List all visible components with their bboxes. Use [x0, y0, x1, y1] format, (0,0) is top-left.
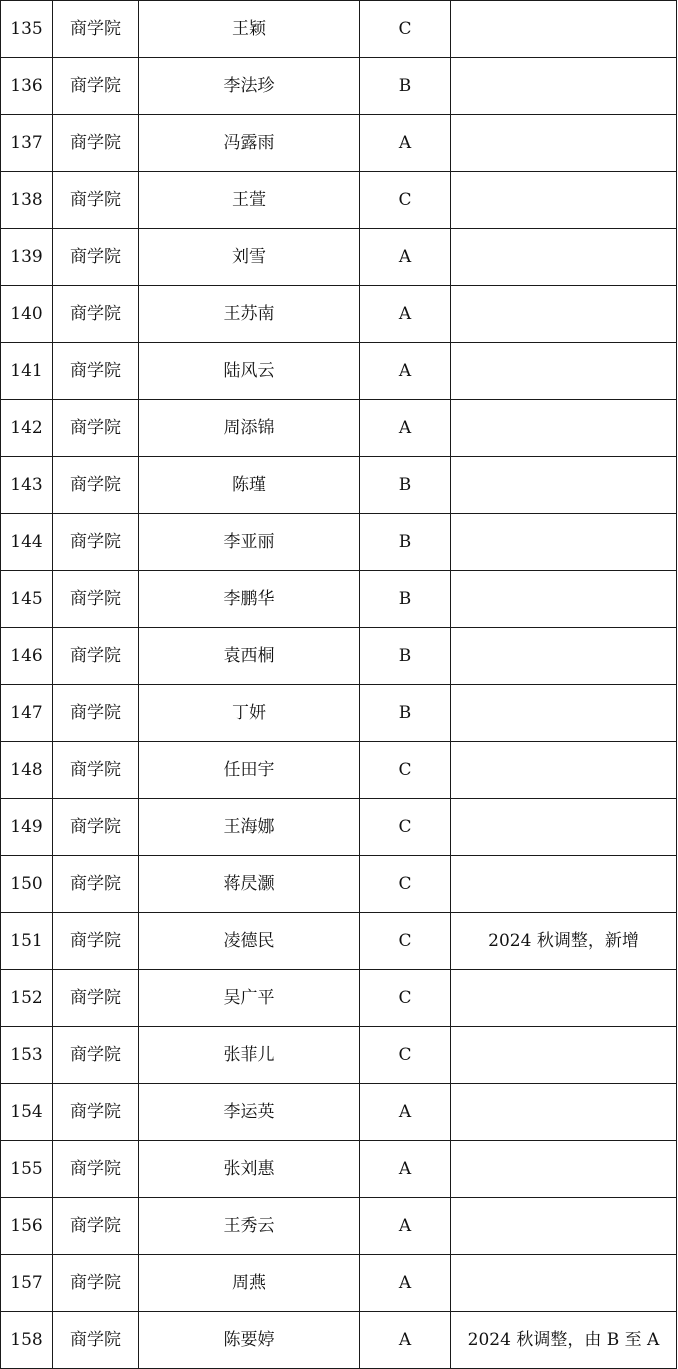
- college-cell: 商学院: [53, 913, 139, 970]
- person-name-cell: 任田宇: [139, 742, 360, 799]
- table-row: [1, 343, 677, 400]
- row-number-cell: 154: [1, 1084, 53, 1141]
- table-row: [1, 58, 677, 115]
- college-cell: 商学院: [53, 343, 139, 400]
- table-row: [1, 799, 677, 856]
- row-number-cell: 137: [1, 115, 53, 172]
- college-cell: 商学院: [53, 1198, 139, 1255]
- grade-cell: C: [360, 1, 451, 58]
- note-cell: [451, 514, 677, 571]
- person-name-cell: 冯露雨: [139, 115, 360, 172]
- grade-cell: B: [360, 685, 451, 742]
- row-number-cell: 148: [1, 742, 53, 799]
- table-row: [1, 913, 677, 970]
- note-cell: [451, 970, 677, 1027]
- person-name-cell: 王颖: [139, 1, 360, 58]
- row-number-cell: 158: [1, 1312, 53, 1369]
- grade-cell: C: [360, 913, 451, 970]
- note-cell: [451, 571, 677, 628]
- person-name-cell: 李亚丽: [139, 514, 360, 571]
- table-row: [1, 229, 677, 286]
- note-cell: [451, 457, 677, 514]
- table-row: [1, 1312, 677, 1369]
- college-cell: 商学院: [53, 1027, 139, 1084]
- note-cell: [451, 172, 677, 229]
- person-name-cell: 王萱: [139, 172, 360, 229]
- grade-cell: A: [360, 1084, 451, 1141]
- note-cell: [451, 58, 677, 115]
- grade-cell: C: [360, 856, 451, 913]
- row-number-cell: 144: [1, 514, 53, 571]
- college-cell: 商学院: [53, 457, 139, 514]
- table-row: [1, 286, 677, 343]
- note-cell: [451, 685, 677, 742]
- row-number-cell: 143: [1, 457, 53, 514]
- person-name-cell: 蒋昃灏: [139, 856, 360, 913]
- row-number-cell: 151: [1, 913, 53, 970]
- college-cell: 商学院: [53, 1255, 139, 1312]
- grade-cell: A: [360, 115, 451, 172]
- person-name-cell: 李鹏华: [139, 571, 360, 628]
- college-cell: 商学院: [53, 229, 139, 286]
- grade-cell: C: [360, 172, 451, 229]
- college-cell: 商学院: [53, 799, 139, 856]
- row-number-cell: 141: [1, 343, 53, 400]
- row-number-cell: 153: [1, 1027, 53, 1084]
- college-cell: 商学院: [53, 856, 139, 913]
- grade-cell: B: [360, 514, 451, 571]
- note-cell: [451, 628, 677, 685]
- grade-cell: A: [360, 1255, 451, 1312]
- note-cell: [451, 1027, 677, 1084]
- grade-cell: B: [360, 571, 451, 628]
- person-name-cell: 李运英: [139, 1084, 360, 1141]
- table-row: [1, 172, 677, 229]
- college-cell: 商学院: [53, 970, 139, 1027]
- note-cell: [451, 1198, 677, 1255]
- note-cell: [451, 1, 677, 58]
- note-cell: [451, 1255, 677, 1312]
- row-number-cell: 149: [1, 799, 53, 856]
- note-cell: 2024 秋调整，新增: [451, 913, 677, 970]
- row-number-cell: 140: [1, 286, 53, 343]
- college-cell: 商学院: [53, 571, 139, 628]
- row-number-cell: 152: [1, 970, 53, 1027]
- grade-cell: B: [360, 628, 451, 685]
- person-name-cell: 王海娜: [139, 799, 360, 856]
- grade-cell: A: [360, 343, 451, 400]
- grade-cell: C: [360, 1027, 451, 1084]
- grade-cell: A: [360, 1312, 451, 1369]
- table-row: [1, 1, 677, 58]
- person-name-cell: 李法珍: [139, 58, 360, 115]
- person-name-cell: 张菲儿: [139, 1027, 360, 1084]
- row-number-cell: 138: [1, 172, 53, 229]
- note-cell: 2024 秋调整，由 B 至 A: [451, 1312, 677, 1369]
- table-row: [1, 856, 677, 913]
- grade-cell: B: [360, 457, 451, 514]
- table-row: [1, 571, 677, 628]
- college-cell: 商学院: [53, 1312, 139, 1369]
- row-number-cell: 145: [1, 571, 53, 628]
- person-name-cell: 王苏南: [139, 286, 360, 343]
- person-name-cell: 吴广平: [139, 970, 360, 1027]
- person-name-cell: 王秀云: [139, 1198, 360, 1255]
- row-number-cell: 155: [1, 1141, 53, 1198]
- table-row: [1, 514, 677, 571]
- person-name-cell: 周添锦: [139, 400, 360, 457]
- college-cell: 商学院: [53, 115, 139, 172]
- note-cell: [451, 115, 677, 172]
- grade-cell: C: [360, 970, 451, 1027]
- roster-table-body: [1, 1, 677, 1369]
- person-name-cell: 袁西桐: [139, 628, 360, 685]
- grade-cell: A: [360, 400, 451, 457]
- person-name-cell: 陈瑾: [139, 457, 360, 514]
- college-cell: 商学院: [53, 1084, 139, 1141]
- grade-cell: A: [360, 229, 451, 286]
- grade-cell: A: [360, 1141, 451, 1198]
- college-cell: 商学院: [53, 1, 139, 58]
- note-cell: [451, 229, 677, 286]
- row-number-cell: 142: [1, 400, 53, 457]
- person-name-cell: 凌德民: [139, 913, 360, 970]
- table-row: [1, 685, 677, 742]
- person-name-cell: 周燕: [139, 1255, 360, 1312]
- row-number-cell: 146: [1, 628, 53, 685]
- grade-cell: B: [360, 58, 451, 115]
- note-cell: [451, 1084, 677, 1141]
- row-number-cell: 156: [1, 1198, 53, 1255]
- row-number-cell: 147: [1, 685, 53, 742]
- table-row: [1, 1084, 677, 1141]
- college-cell: 商学院: [53, 514, 139, 571]
- person-name-cell: 刘雪: [139, 229, 360, 286]
- note-cell: [451, 400, 677, 457]
- grade-cell: C: [360, 799, 451, 856]
- note-cell: [451, 799, 677, 856]
- college-cell: 商学院: [53, 286, 139, 343]
- grade-cell: C: [360, 742, 451, 799]
- note-cell: [451, 1141, 677, 1198]
- table-row: [1, 970, 677, 1027]
- grade-cell: A: [360, 286, 451, 343]
- table-row: [1, 400, 677, 457]
- table-row: [1, 628, 677, 685]
- college-cell: 商学院: [53, 172, 139, 229]
- grade-cell: A: [360, 1198, 451, 1255]
- table-row: [1, 1255, 677, 1312]
- row-number-cell: 150: [1, 856, 53, 913]
- row-number-cell: 135: [1, 1, 53, 58]
- college-cell: 商学院: [53, 58, 139, 115]
- row-number-cell: 139: [1, 229, 53, 286]
- college-cell: 商学院: [53, 742, 139, 799]
- table-row: [1, 1027, 677, 1084]
- college-cell: 商学院: [53, 1141, 139, 1198]
- person-name-cell: 陆风云: [139, 343, 360, 400]
- person-name-cell: 陈要婷: [139, 1312, 360, 1369]
- table-row: [1, 1198, 677, 1255]
- college-cell: 商学院: [53, 685, 139, 742]
- row-number-cell: 136: [1, 58, 53, 115]
- table-row: [1, 115, 677, 172]
- table-row: [1, 1141, 677, 1198]
- college-cell: 商学院: [53, 400, 139, 457]
- note-cell: [451, 286, 677, 343]
- table-row: [1, 457, 677, 514]
- person-name-cell: 丁妍: [139, 685, 360, 742]
- row-number-cell: 157: [1, 1255, 53, 1312]
- college-cell: 商学院: [53, 628, 139, 685]
- note-cell: [451, 856, 677, 913]
- note-cell: [451, 742, 677, 799]
- table-row: [1, 742, 677, 799]
- note-cell: [451, 343, 677, 400]
- person-name-cell: 张刘惠: [139, 1141, 360, 1198]
